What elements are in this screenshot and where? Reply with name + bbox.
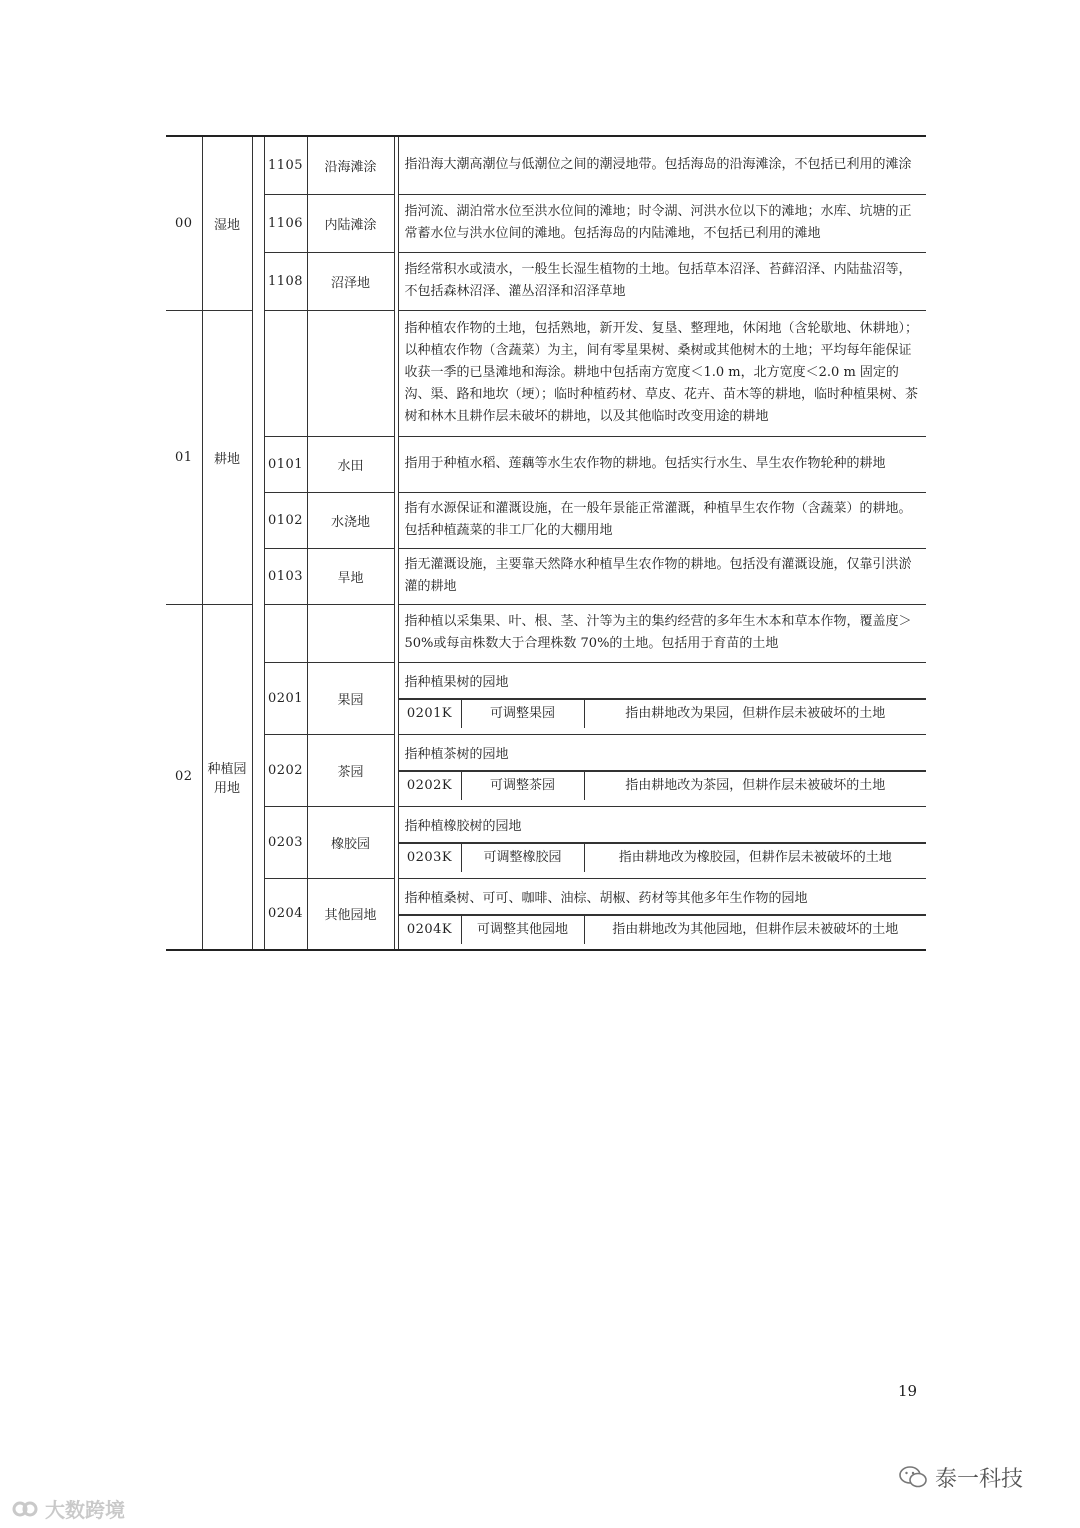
subclass-name: 可调整茶园 [461, 772, 584, 801]
class-code: 1106 [264, 194, 307, 252]
class-name: 茶园 [307, 734, 394, 806]
subclass-row [399, 771, 927, 800]
group-code: 02 [166, 604, 202, 950]
group-code: 01 [166, 310, 202, 604]
class-code: 0202 [264, 734, 307, 806]
group-desc: 指种植农作物的土地，包括熟地，新开发、复垦、整理地，休闲地（含轮歇地、休耕地）；以种植农作物（含蔬菜）为主，间有零星果树、桑树或其他树木的土地；平均每年能保证收获一季的已垦滩地和海涂。耕地中包括南方宽度＜1.0 m，北方宽度＜2.0 m 固定的沟、渠、路和地坎（埂）；临时种植药材、草皮、花卉、苗木等的耕地，临时种植果树、茶树和林木且耕作层未破坏的耕地，以及其他临时改变用途的耕地 [404, 321, 919, 424]
column-gap [252, 136, 264, 310]
subclass-row [399, 843, 927, 872]
class-desc: 指种植果树的园地 [399, 668, 927, 699]
class-name: 内陆滩涂 [307, 194, 394, 252]
subclass-desc: 指由耕地改为其他园地，但耕作层未被破坏的土地 [584, 915, 926, 944]
subclass-name: 可调整其他园地 [461, 915, 584, 944]
class-name: 果园 [307, 662, 394, 734]
class-desc: 指种植桑树、可可、咖啡、油棕、胡椒、药材等其他多年生作物的园地 [399, 884, 927, 915]
subclass-row [399, 915, 927, 944]
group-name: 耕地 [202, 310, 252, 604]
subclass-code: 0203K [399, 844, 462, 873]
wechat-icon [898, 1465, 928, 1495]
subclass-desc: 指由耕地改为果园，但耕作层未被破坏的土地 [584, 700, 926, 729]
class-code: 0204 [264, 878, 307, 950]
class-code: 1108 [264, 252, 307, 310]
subclass-name: 可调整果园 [461, 700, 584, 729]
class-code: 0102 [264, 492, 307, 548]
class-desc: 指河流、湖泊常水位至洪水位间的滩地；时令湖、河洪水位以下的滩地；水库、坑塘的正常蓄水位与洪水位间的滩地。包括海岛的内陆滩地，不包括已利用的滩地 [404, 204, 912, 241]
watermark-right-text: 泰一科技 [935, 1467, 1024, 1492]
subclass-name: 可调整橡胶园 [461, 844, 584, 873]
subclass-code: 0204K [399, 915, 462, 944]
class-name: 橡胶园 [307, 806, 394, 878]
class-desc: 指种植橡胶树的园地 [399, 812, 927, 843]
class-name: 旱地 [307, 548, 394, 604]
class-desc: 指用于种植水稻、莲藕等水生农作物的耕地。包括实行水生、旱生农作物轮种的耕地 [404, 456, 886, 471]
class-code: 0201 [264, 662, 307, 734]
class-name: 水浇地 [307, 492, 394, 548]
class-name: 沼泽地 [307, 252, 394, 310]
land-classification-table [166, 135, 926, 951]
group-desc: 指种植以采集果、叶、根、茎、汁等为主的集约经营的多年生木本和草本作物，覆盖度＞50%或每亩株数大于合理株数 70%的土地。包括用于育苗的土地 [404, 614, 912, 651]
class-code: 0103 [264, 548, 307, 604]
class-code: 0101 [264, 436, 307, 492]
link-icon [12, 1499, 38, 1524]
subclass-row [399, 699, 927, 728]
subclass-desc: 指由耕地改为茶园，但耕作层未被破坏的土地 [584, 772, 926, 801]
subclass-code: 0201K [399, 700, 462, 729]
watermark-left [12, 1494, 125, 1524]
class-desc: 指有水源保证和灌溉设施，在一般年景能正常灌溉，种植旱生农作物（含蔬菜）的耕地。包括种植蔬菜的非工厂化的大棚用地 [404, 501, 912, 538]
class-code: 1105 [264, 136, 307, 194]
watermark-left-text: 大数跨境 [44, 1498, 125, 1522]
page-number: 19 [898, 1382, 918, 1400]
subclass-desc: 指由耕地改为橡胶园，但耕作层未被破坏的土地 [584, 844, 926, 873]
class-name: 水田 [307, 436, 394, 492]
class-code: 0203 [264, 806, 307, 878]
group-name: 湿地 [202, 136, 252, 310]
class-desc: 指种植茶树的园地 [399, 740, 927, 771]
class-desc: 指沿海大潮高潮位与低潮位之间的潮浸地带。包括海岛的沿海滩涂，不包括已利用的滩涂 [404, 157, 912, 173]
class-desc: 指经常积水或渍水，一般生长湿生植物的土地。包括草本沼泽、苔藓沼泽、内陆盐沼等，不包括森林沼泽、灌丛沼泽和沼泽草地 [404, 262, 912, 299]
group-name: 种植园用地 [202, 604, 252, 950]
class-desc: 指无灌溉设施，主要靠天然降水种植旱生农作物的耕地。包括没有灌溉设施，仅靠引洪淤灌的耕地 [404, 557, 912, 594]
subclass-code: 0202K [399, 772, 462, 801]
class-name: 其他园地 [307, 878, 394, 950]
watermark-right [898, 1462, 1023, 1495]
class-name: 沿海滩涂 [307, 136, 394, 194]
group-code: 00 [166, 136, 202, 310]
